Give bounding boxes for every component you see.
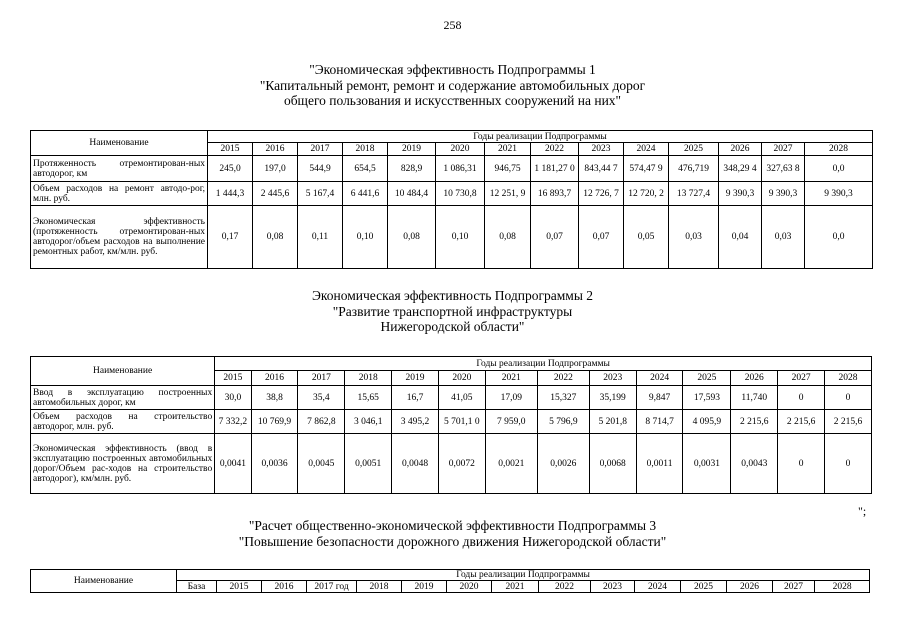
table-cell: 0,10	[436, 206, 485, 269]
table-cell: 41,05	[438, 386, 485, 410]
year-header: 2015	[208, 143, 253, 156]
table-cell: 9,847	[636, 386, 683, 410]
table-cell: 0	[778, 434, 825, 494]
row-label: Экономическая эффективность (ввод в эксплуатацию построенных автомобильных дорог/Объем рас-ходов на строительство автодорог), км/млн. руб.	[31, 434, 215, 494]
table-cell: 0,17	[208, 206, 253, 269]
table-cell: 843,44 7	[579, 156, 624, 182]
year-header: 2023	[591, 581, 635, 593]
year-header: 2018	[345, 371, 392, 386]
table-cell: 0,07	[579, 206, 624, 269]
table-cell: 574,47 9	[624, 156, 669, 182]
table-cell: 12 251, 9	[485, 182, 531, 206]
table-cell: 0,0068	[589, 434, 636, 494]
table-cell: 16 893,7	[531, 182, 579, 206]
year-header: 2025	[669, 143, 719, 156]
closing-mark: ";	[858, 504, 867, 518]
table-cell: 5 701,1 0	[438, 410, 485, 434]
year-header: 2022	[539, 581, 591, 593]
table-cell: 4 095,9	[683, 410, 731, 434]
table3-title	[0, 518, 905, 549]
table-cell: 0,04	[719, 206, 762, 269]
table-cell: 12 720, 2	[624, 182, 669, 206]
table-cell: 5 201,8	[589, 410, 636, 434]
table-cell: 946,75	[485, 156, 531, 182]
table-cell: 0,03	[762, 206, 805, 269]
table1-title-line: общего пользования и искусственных сооружений на них"	[283, 93, 622, 108]
table-cell: 0,05	[624, 206, 669, 269]
year-header: 2022	[537, 371, 589, 386]
year-header: 2020	[447, 581, 492, 593]
page-number: 258	[443, 18, 462, 32]
row-label: Экономическая эффективность (протяженность отремонтирован-ных автодорог/объем расходов на выполнение ремонтных работ, км/млн. руб.	[31, 206, 208, 269]
table-cell: 0,0048	[392, 434, 439, 494]
table-row	[31, 206, 873, 269]
table3	[30, 569, 870, 593]
year-header: 2028	[825, 371, 872, 386]
year-header: 2021	[492, 581, 539, 593]
table-cell: 828,9	[388, 156, 436, 182]
table2-name-header: Наименование	[31, 357, 215, 386]
table-cell: 7 959,0	[485, 410, 537, 434]
row-label: Объем расходов на строительство автодорог, млн. руб.	[31, 410, 215, 434]
table-row	[31, 156, 873, 182]
table-row	[31, 386, 872, 410]
year-header: 2026	[731, 371, 778, 386]
year-header: 2026	[719, 143, 762, 156]
table3-name-header: Наименование	[31, 570, 177, 593]
row-label: Объем расходов на ремонт автодо-рог, млн. руб.	[31, 182, 208, 206]
table-cell: 2 445,6	[253, 182, 298, 206]
table-cell: 348,29 4	[719, 156, 762, 182]
table-cell: 0	[825, 386, 872, 410]
year-header: 2018	[357, 581, 402, 593]
table-cell: 0,10	[343, 206, 388, 269]
year-header: 2019	[402, 581, 447, 593]
table-cell: 17,09	[485, 386, 537, 410]
row-label: Протяженность отремонтирован-ных автодорог, км	[31, 156, 208, 182]
year-header: 2016	[251, 371, 298, 386]
table-cell: 1 086,31	[436, 156, 485, 182]
table-cell: 7 862,8	[298, 410, 345, 434]
table-cell: 6 441,6	[343, 182, 388, 206]
table-cell: 3 046,1	[345, 410, 392, 434]
table-cell: 0,0045	[298, 434, 345, 494]
year-header: 2016	[253, 143, 298, 156]
row-label: Ввод в эксплуатацию построенных автомобильных дорог, км	[31, 386, 215, 410]
table-cell: 13 727,4	[669, 182, 719, 206]
table-cell: 0,0051	[345, 434, 392, 494]
year-header: 2024	[636, 371, 683, 386]
table-cell: 0,03	[669, 206, 719, 269]
table-cell: 7 332,2	[215, 410, 251, 434]
table-cell: 11,740	[731, 386, 778, 410]
year-header: 2015	[217, 581, 262, 593]
table-cell: 327,63 8	[762, 156, 805, 182]
table-cell: 245,0	[208, 156, 253, 182]
table-cell: 0,0041	[215, 434, 251, 494]
table-cell: 0,11	[298, 206, 343, 269]
table-cell: 10 484,4	[388, 182, 436, 206]
table-row	[31, 410, 872, 434]
table-cell: 0,08	[388, 206, 436, 269]
table-cell: 35,4	[298, 386, 345, 410]
year-header: 2020	[438, 371, 485, 386]
year-header: 2028	[805, 143, 873, 156]
table2-years-header: Годы реализации Подпрограммы	[215, 357, 872, 371]
table-cell: 3 495,2	[392, 410, 439, 434]
table-cell: 0,0	[805, 206, 873, 269]
year-header: 2017	[298, 143, 343, 156]
table-row	[31, 434, 872, 494]
table-cell: 654,5	[343, 156, 388, 182]
table-cell: 0	[825, 434, 872, 494]
table-cell: 9 390,3	[719, 182, 762, 206]
table1-title	[0, 62, 905, 109]
table-cell: 0,0036	[251, 434, 298, 494]
table-cell: 30,0	[215, 386, 251, 410]
table3-title-line: "Повышение безопасности дорожного движения Нижегородской области"	[238, 533, 667, 549]
table-cell: 12 726, 7	[579, 182, 624, 206]
table-row	[31, 182, 873, 206]
year-header: 2021	[485, 143, 531, 156]
table-cell: 16,7	[392, 386, 439, 410]
table-cell: 544,9	[298, 156, 343, 182]
table2-title-line: Нижегородской области"	[380, 319, 525, 334]
table-cell: 9 390,3	[805, 182, 873, 206]
table-cell: 0	[778, 386, 825, 410]
year-header: 2023	[589, 371, 636, 386]
table-cell: 2 215,6	[731, 410, 778, 434]
table1-title-line: "Капитальный ремонт, ремонт и содержание автомобильных дорог	[259, 77, 646, 93]
table-cell: 2 215,6	[778, 410, 825, 434]
table2-title-line: Экономическая эффективность Подпрограммы 2	[311, 288, 594, 303]
year-header: 2021	[485, 371, 537, 386]
table-cell: 0,08	[485, 206, 531, 269]
table2	[30, 356, 872, 494]
table-cell: 476,719	[669, 156, 719, 182]
table2-title	[0, 288, 905, 335]
year-header: 2019	[388, 143, 436, 156]
table-cell: 0,0072	[438, 434, 485, 494]
table-cell: 1 444,3	[208, 182, 253, 206]
table-cell: 1 181,27 0	[531, 156, 579, 182]
table-cell: 0,0031	[683, 434, 731, 494]
year-header: 2020	[436, 143, 485, 156]
year-header: 2027	[778, 371, 825, 386]
table-cell: 5 167,4	[298, 182, 343, 206]
table1-name-header: Наименование	[31, 131, 208, 156]
table-cell: 17,593	[683, 386, 731, 410]
table-cell: 8 714,7	[636, 410, 683, 434]
year-header: 2026	[727, 581, 773, 593]
table-cell: 5 796,9	[537, 410, 589, 434]
year-header: 2024	[635, 581, 681, 593]
year-header: База	[177, 581, 217, 593]
table-cell: 9 390,3	[762, 182, 805, 206]
table-cell: 15,327	[537, 386, 589, 410]
table-cell: 15,65	[345, 386, 392, 410]
year-header: 2024	[624, 143, 669, 156]
year-header: 2025	[683, 371, 731, 386]
table-cell: 0,08	[253, 206, 298, 269]
year-header: 2017 год	[307, 581, 357, 593]
year-header: 2015	[215, 371, 251, 386]
year-header: 2016	[262, 581, 307, 593]
year-header: 2017	[298, 371, 345, 386]
table-cell: 0,0026	[537, 434, 589, 494]
table-cell: 0,07	[531, 206, 579, 269]
table-cell: 0,0011	[636, 434, 683, 494]
table-cell: 10 769,9	[251, 410, 298, 434]
year-header: 2028	[815, 581, 870, 593]
year-header: 2027	[762, 143, 805, 156]
year-header: 2019	[392, 371, 439, 386]
table3-title-line: "Расчет общественно-экономической эффективности Подпрограммы 3	[248, 518, 657, 533]
table-cell: 0,0021	[485, 434, 537, 494]
year-header: 2022	[531, 143, 579, 156]
table-cell: 10 730,8	[436, 182, 485, 206]
table-cell: 197,0	[253, 156, 298, 182]
table-cell: 35,199	[589, 386, 636, 410]
table1-title-line: "Экономическая эффективность Подпрограммы 1	[309, 62, 596, 77]
year-header: 2023	[579, 143, 624, 156]
table2-title-line: "Развитие транспортной инфраструктуры	[332, 303, 573, 319]
table-cell: 0,0043	[731, 434, 778, 494]
table1-years-header: Годы реализации Подпрограммы	[208, 131, 873, 143]
year-header: 2018	[343, 143, 388, 156]
table-cell: 0,0	[805, 156, 873, 182]
table-cell: 2 215,6	[825, 410, 872, 434]
table3-years-header: Годы реализации Подпрограммы	[177, 570, 870, 581]
table1	[30, 130, 873, 269]
year-header: 2027	[773, 581, 815, 593]
year-header: 2025	[681, 581, 727, 593]
table-cell: 38,8	[251, 386, 298, 410]
